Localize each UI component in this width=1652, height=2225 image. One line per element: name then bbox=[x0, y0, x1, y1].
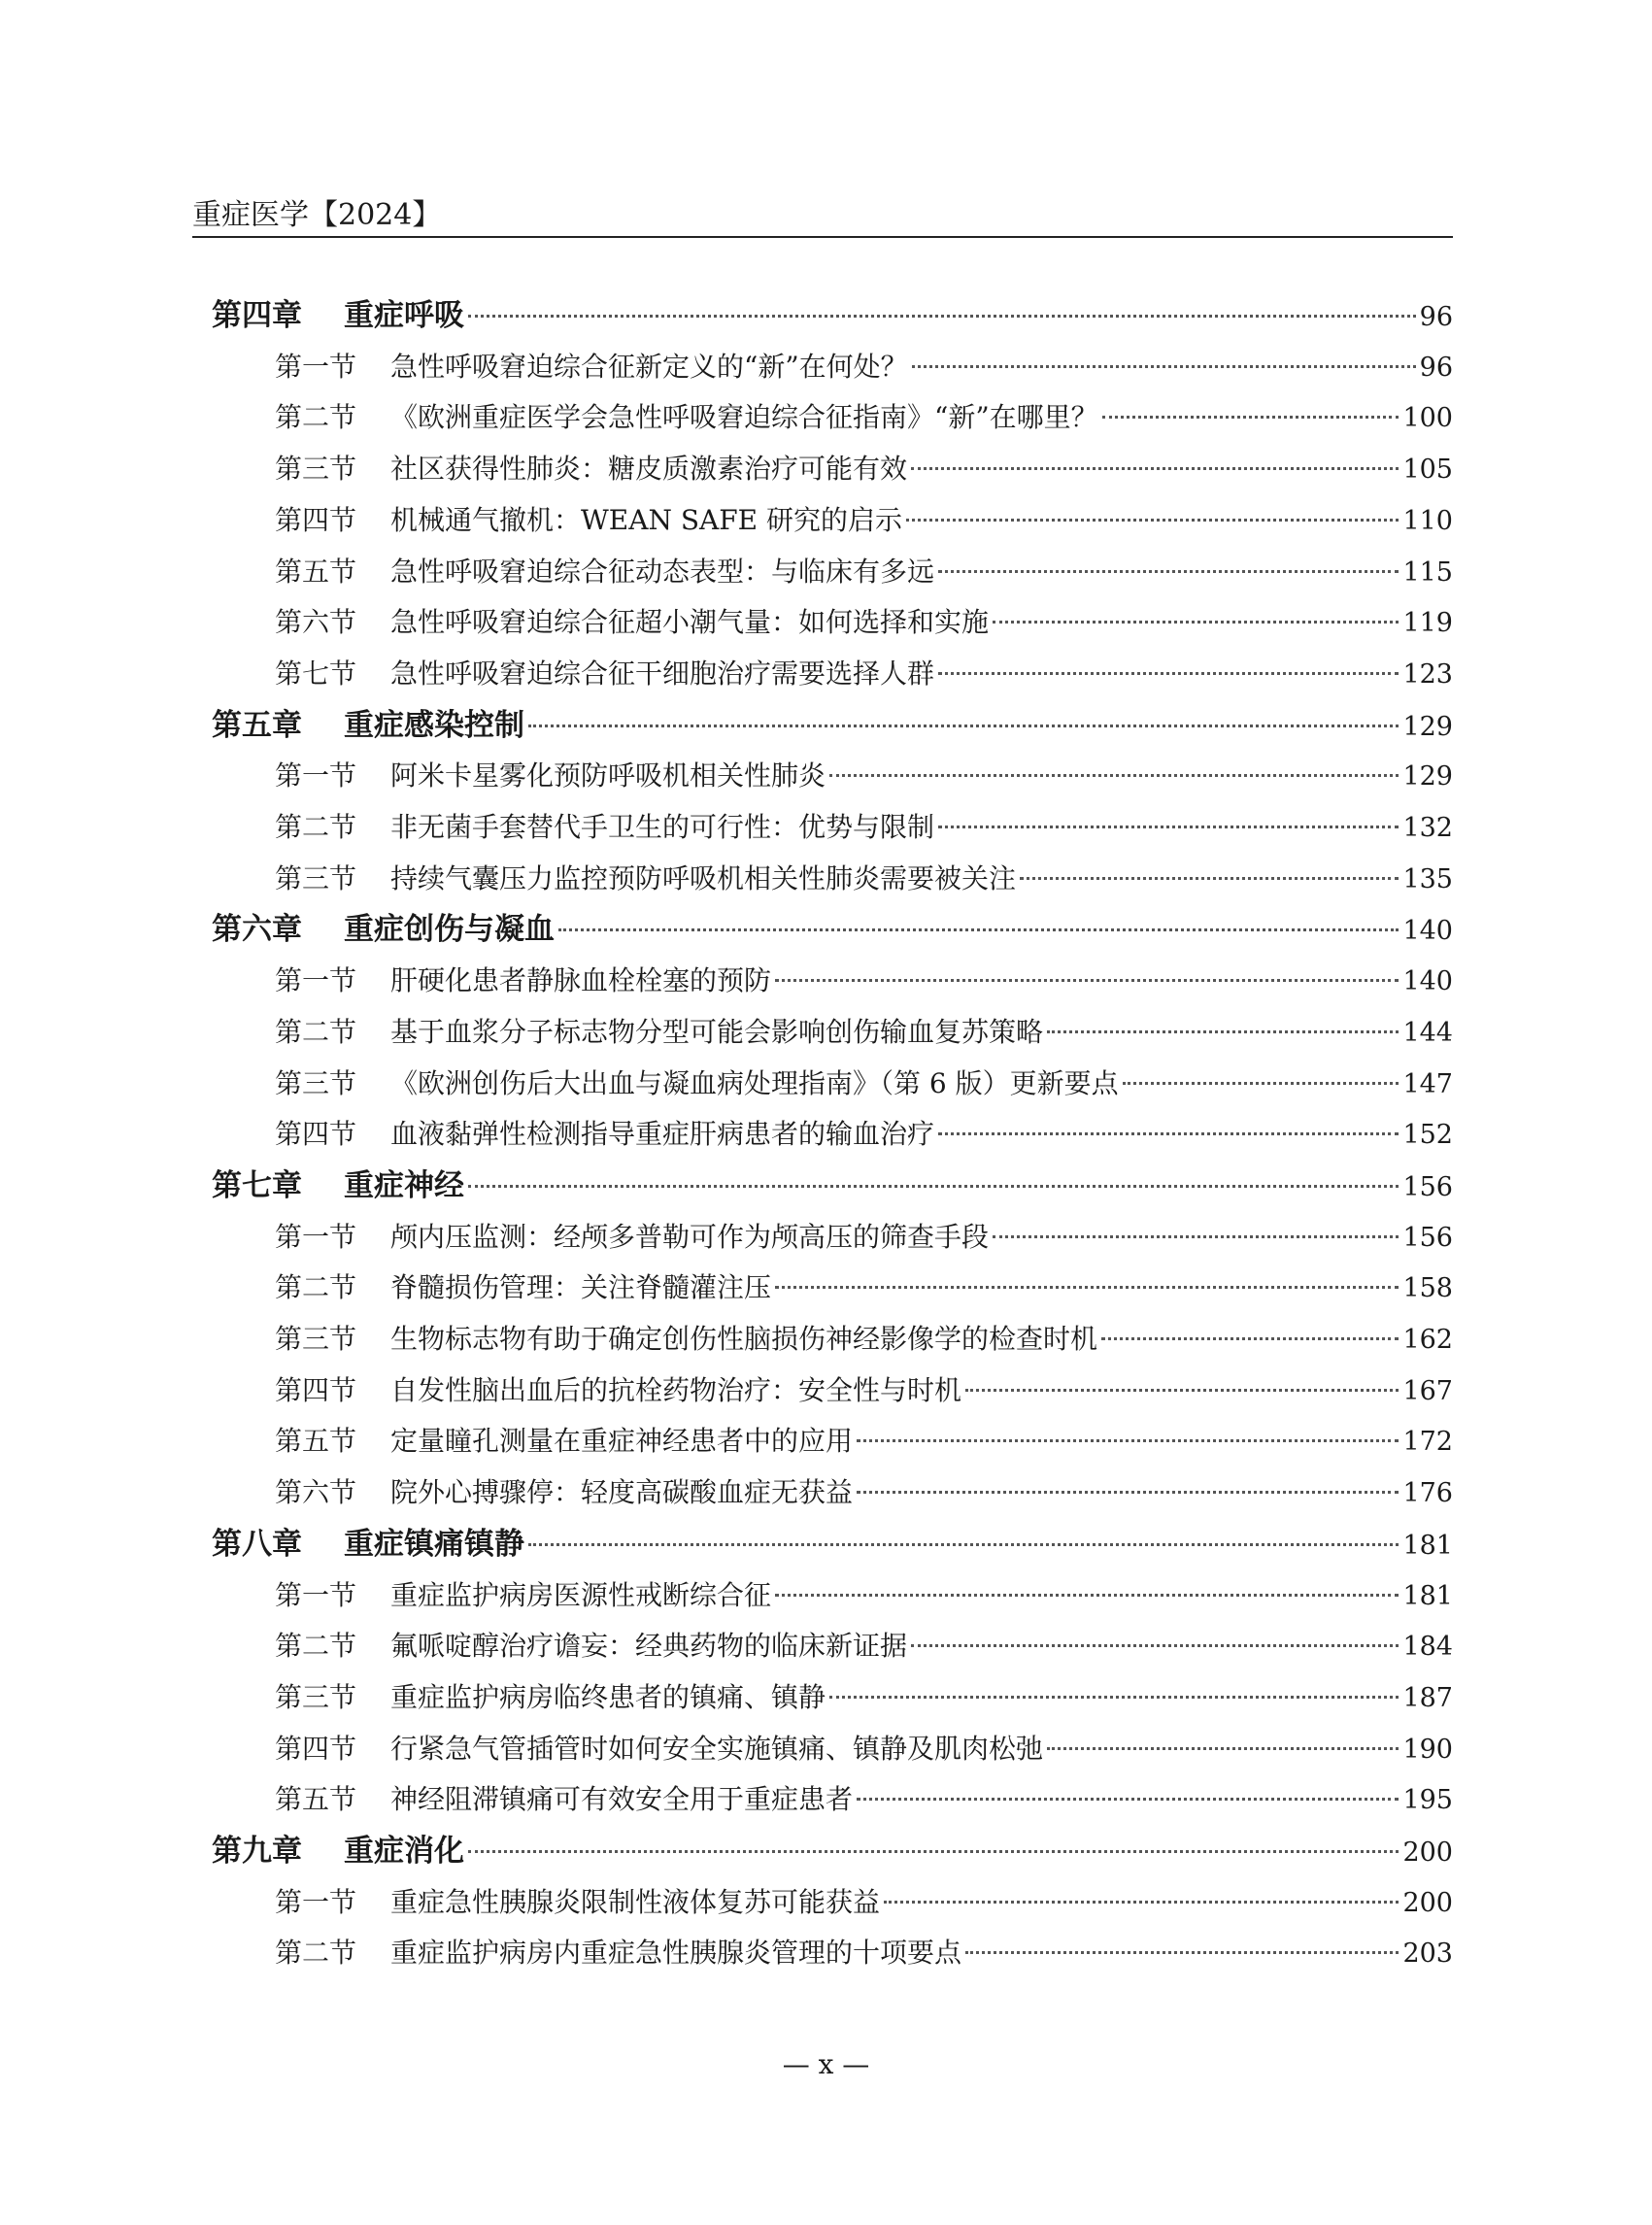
toc-number: 第二节 bbox=[275, 1271, 357, 1303]
toc-section[interactable] bbox=[275, 450, 1453, 489]
toc-page-number: 105 bbox=[1402, 455, 1453, 485]
toc-page-number: 200 bbox=[1402, 1837, 1453, 1868]
toc-title: 急性呼吸窘迫综合征新定义的“新”在何处？ bbox=[390, 351, 908, 383]
toc-number: 第六章 bbox=[212, 912, 302, 947]
dot-leader bbox=[1047, 1747, 1399, 1750]
toc-title: 急性呼吸窘迫综合征超小潮气量：如何选择和实施 bbox=[390, 606, 990, 638]
toc-page-number: 203 bbox=[1402, 1938, 1453, 1969]
dot-leader bbox=[857, 1439, 1399, 1442]
toc-chapter[interactable] bbox=[212, 296, 1453, 335]
toc-title: 颅内压监测：经颅多普勒可作为颅高压的筛查手段 bbox=[390, 1221, 990, 1253]
toc-number: 第三节 bbox=[275, 1323, 357, 1355]
toc-section[interactable] bbox=[275, 1678, 1453, 1717]
toc-section[interactable] bbox=[275, 1730, 1453, 1769]
dot-leader bbox=[1102, 416, 1399, 419]
toc-section[interactable] bbox=[275, 1883, 1453, 1922]
toc-title: 非无菌手套替代手卫生的可行性：优势与限制 bbox=[390, 811, 935, 843]
toc-title: 急性呼吸窘迫综合征动态表型：与临床有多远 bbox=[390, 556, 935, 588]
toc-section[interactable] bbox=[275, 1115, 1453, 1154]
toc-section[interactable] bbox=[275, 1268, 1453, 1307]
toc-number: 第一节 bbox=[275, 1886, 357, 1918]
toc-title: 重症监护病房临终患者的镇痛、镇静 bbox=[390, 1681, 826, 1713]
toc-number: 第五节 bbox=[275, 1425, 357, 1457]
dot-leader bbox=[938, 672, 1399, 675]
toc-title: 重症神经 bbox=[344, 1168, 464, 1203]
toc-title: 氟哌啶醇治疗谵妄：经典药物的临床新证据 bbox=[390, 1630, 908, 1662]
toc-title: 急性呼吸窘迫综合征干细胞治疗需要选择人群 bbox=[390, 657, 935, 690]
toc-number: 第一节 bbox=[275, 1579, 357, 1611]
dot-leader bbox=[558, 928, 1399, 931]
dot-leader bbox=[965, 1951, 1399, 1954]
toc-chapter[interactable] bbox=[212, 706, 1453, 745]
toc-title: 自发性脑出血后的抗栓药物治疗：安全性与时机 bbox=[390, 1374, 962, 1406]
toc-number: 第二节 bbox=[275, 1937, 357, 1969]
toc-title: 行紧急气管插管时如何安全实施镇痛、镇静及肌肉松弛 bbox=[390, 1733, 1044, 1765]
toc-number: 第八章 bbox=[212, 1527, 302, 1562]
dot-leader bbox=[528, 1543, 1399, 1546]
toc-page-number: 96 bbox=[1419, 302, 1453, 332]
toc-number: 第六节 bbox=[275, 606, 357, 638]
toc-title: 机械通气撤机：WEAN SAFE 研究的启示 bbox=[390, 504, 903, 536]
toc-page-number: 156 bbox=[1402, 1223, 1453, 1253]
toc-section[interactable] bbox=[275, 655, 1453, 693]
toc-page-number: 119 bbox=[1402, 608, 1453, 638]
dot-leader bbox=[938, 826, 1399, 828]
toc-page-number: 152 bbox=[1402, 1120, 1453, 1150]
toc-page-number: 140 bbox=[1402, 966, 1453, 996]
toc-page-number: 144 bbox=[1402, 1018, 1453, 1048]
toc-section[interactable] bbox=[275, 961, 1453, 1000]
dot-leader bbox=[775, 1594, 1399, 1597]
dot-leader bbox=[775, 1286, 1399, 1289]
toc-page-number: 135 bbox=[1402, 864, 1453, 894]
toc-page-number: 200 bbox=[1402, 1888, 1453, 1918]
toc-title: 肝硬化患者静脉血栓栓塞的预防 bbox=[390, 964, 772, 996]
toc-section[interactable] bbox=[275, 808, 1453, 847]
toc-number: 第三节 bbox=[275, 1067, 357, 1099]
toc-section[interactable] bbox=[275, 1218, 1453, 1257]
toc-page-number: 190 bbox=[1402, 1735, 1453, 1765]
toc-section[interactable] bbox=[275, 1576, 1453, 1615]
dot-leader bbox=[857, 1491, 1399, 1494]
dot-leader bbox=[911, 467, 1399, 470]
toc-chapter[interactable] bbox=[212, 910, 1453, 949]
toc-title: 重症感染控制 bbox=[344, 708, 524, 743]
toc-title: 阿米卡星雾化预防呼吸机相关性肺炎 bbox=[390, 759, 826, 792]
toc-page-number: 181 bbox=[1402, 1581, 1453, 1611]
toc-number: 第七节 bbox=[275, 657, 357, 690]
toc-title: 社区获得性肺炎：糖皮质激素治疗可能有效 bbox=[390, 453, 908, 485]
toc-page-number: 129 bbox=[1402, 712, 1453, 742]
dot-leader bbox=[468, 1185, 1399, 1188]
dot-leader bbox=[938, 1132, 1399, 1135]
toc-section[interactable] bbox=[275, 1013, 1453, 1052]
toc-chapter[interactable] bbox=[212, 1832, 1453, 1871]
dot-leader bbox=[829, 1696, 1399, 1699]
toc-section[interactable] bbox=[275, 1627, 1453, 1666]
toc-section[interactable] bbox=[275, 860, 1453, 898]
toc-title: 神经阻滞镇痛可有效安全用于重症患者 bbox=[390, 1783, 854, 1815]
toc-number: 第四节 bbox=[275, 1733, 357, 1765]
toc-page-number: 110 bbox=[1402, 506, 1453, 536]
toc-section[interactable] bbox=[275, 1780, 1453, 1819]
toc-title: 重症监护病房内重症急性胰腺炎管理的十项要点 bbox=[390, 1937, 962, 1969]
toc-page-number: 184 bbox=[1402, 1632, 1453, 1662]
toc-section[interactable] bbox=[275, 1422, 1453, 1461]
dot-leader bbox=[775, 979, 1399, 982]
toc-number: 第二节 bbox=[275, 811, 357, 843]
toc-page-number: 162 bbox=[1402, 1325, 1453, 1355]
toc-title: 院外心搏骤停：轻度高碳酸血症无获益 bbox=[390, 1476, 854, 1508]
toc-title: 《欧洲创伤后大出血与凝血病处理指南》（第 6 版）更新要点 bbox=[390, 1067, 1119, 1099]
toc-section[interactable] bbox=[275, 348, 1453, 387]
toc-title: 定量瞳孔测量在重症神经患者中的应用 bbox=[390, 1425, 854, 1457]
toc-number: 第二节 bbox=[275, 1016, 357, 1048]
dot-leader bbox=[528, 725, 1399, 727]
dot-leader bbox=[912, 365, 1416, 368]
toc-number: 第六节 bbox=[275, 1476, 357, 1508]
toc-section[interactable] bbox=[275, 1473, 1453, 1512]
toc-page-number: 132 bbox=[1402, 813, 1453, 843]
toc-number: 第二节 bbox=[275, 1630, 357, 1662]
toc-chapter[interactable] bbox=[212, 1525, 1453, 1564]
dot-leader bbox=[906, 519, 1399, 522]
toc-section[interactable] bbox=[275, 398, 1453, 437]
toc-number: 第九章 bbox=[212, 1834, 302, 1869]
toc-title: 基于血浆分子标志物分型可能会影响创伤输血复苏策略 bbox=[390, 1016, 1044, 1048]
dot-leader bbox=[911, 1644, 1399, 1647]
toc-number: 第三节 bbox=[275, 862, 357, 894]
dot-leader bbox=[468, 315, 1416, 318]
toc-page-number: 158 bbox=[1402, 1273, 1453, 1303]
dot-leader bbox=[938, 570, 1399, 573]
toc-number: 第四节 bbox=[275, 504, 357, 536]
toc-number: 第五节 bbox=[275, 1783, 357, 1815]
toc-section[interactable] bbox=[275, 553, 1453, 591]
dot-leader bbox=[993, 1235, 1399, 1238]
toc-page-number: 181 bbox=[1402, 1531, 1453, 1561]
toc-number: 第一节 bbox=[275, 964, 357, 996]
dot-leader bbox=[1101, 1337, 1399, 1340]
toc-page-number: 123 bbox=[1402, 659, 1453, 690]
toc-section[interactable] bbox=[275, 757, 1453, 795]
toc-page-number: 167 bbox=[1402, 1376, 1453, 1406]
toc-page-number: 140 bbox=[1402, 916, 1453, 946]
dot-leader bbox=[1020, 877, 1399, 880]
dot-leader bbox=[1047, 1030, 1399, 1033]
toc-title: 重症镇痛镇静 bbox=[344, 1527, 524, 1562]
toc-title: 持续气囊压力监控预防呼吸机相关性肺炎需要被关注 bbox=[390, 862, 1017, 894]
toc-number: 第四节 bbox=[275, 1374, 357, 1406]
toc-page-number: 129 bbox=[1402, 761, 1453, 792]
dot-leader bbox=[993, 621, 1399, 624]
toc-title: 脊髓损伤管理：关注脊髓灌注压 bbox=[390, 1271, 772, 1303]
toc-page-number: 195 bbox=[1402, 1785, 1453, 1815]
toc-page-number: 96 bbox=[1419, 353, 1453, 383]
toc-number: 第七章 bbox=[212, 1168, 302, 1203]
toc-number: 第一节 bbox=[275, 759, 357, 792]
dot-leader bbox=[965, 1389, 1399, 1392]
toc-number: 第一节 bbox=[275, 1221, 357, 1253]
toc-number: 第三节 bbox=[275, 1681, 357, 1713]
toc-title: 重症创伤与凝血 bbox=[344, 912, 555, 947]
toc-number: 第三节 bbox=[275, 453, 357, 485]
toc-section[interactable] bbox=[275, 603, 1453, 642]
dot-leader bbox=[468, 1850, 1399, 1853]
dot-leader bbox=[857, 1798, 1399, 1801]
toc-number: 第四章 bbox=[212, 298, 302, 333]
toc-section[interactable] bbox=[275, 501, 1453, 540]
dot-leader bbox=[829, 774, 1399, 777]
toc-number: 第二节 bbox=[275, 401, 357, 433]
toc-number: 第一节 bbox=[275, 351, 357, 383]
dot-leader bbox=[1123, 1082, 1399, 1085]
toc-section[interactable] bbox=[275, 1320, 1453, 1359]
toc-page-number: 100 bbox=[1402, 403, 1453, 433]
toc-title: 血液黏弹性检测指导重症肝病患者的输血治疗 bbox=[390, 1118, 935, 1150]
toc-page-number: 147 bbox=[1402, 1069, 1453, 1099]
toc-title: 生物标志物有助于确定创伤性脑损伤神经影像学的检查时机 bbox=[390, 1323, 1098, 1355]
toc-number: 第五章 bbox=[212, 708, 302, 743]
dot-leader bbox=[884, 1901, 1399, 1904]
toc-section[interactable] bbox=[275, 1371, 1453, 1410]
page-number: — x — bbox=[782, 2048, 870, 2080]
toc-page-number: 172 bbox=[1402, 1427, 1453, 1457]
toc-page-number: 115 bbox=[1402, 557, 1453, 588]
toc-section[interactable] bbox=[275, 1934, 1453, 1972]
toc-number: 第四节 bbox=[275, 1118, 357, 1150]
toc-title: 重症急性胰腺炎限制性液体复苏可能获益 bbox=[390, 1886, 881, 1918]
toc-page-number: 187 bbox=[1402, 1683, 1453, 1713]
running-header: 重症医学【2024】 bbox=[192, 198, 442, 232]
toc-title: 《欧洲重症医学会急性呼吸窘迫综合征指南》“新”在哪里？ bbox=[390, 401, 1098, 433]
toc-title: 重症监护病房医源性戒断综合征 bbox=[390, 1579, 772, 1611]
toc-page-number: 176 bbox=[1402, 1478, 1453, 1508]
toc-chapter[interactable] bbox=[212, 1166, 1453, 1205]
toc-page-number: 156 bbox=[1402, 1172, 1453, 1202]
toc-number: 第五节 bbox=[275, 556, 357, 588]
toc-title: 重症呼吸 bbox=[344, 298, 464, 333]
toc-title: 重症消化 bbox=[344, 1834, 464, 1869]
toc-section[interactable] bbox=[275, 1064, 1453, 1103]
